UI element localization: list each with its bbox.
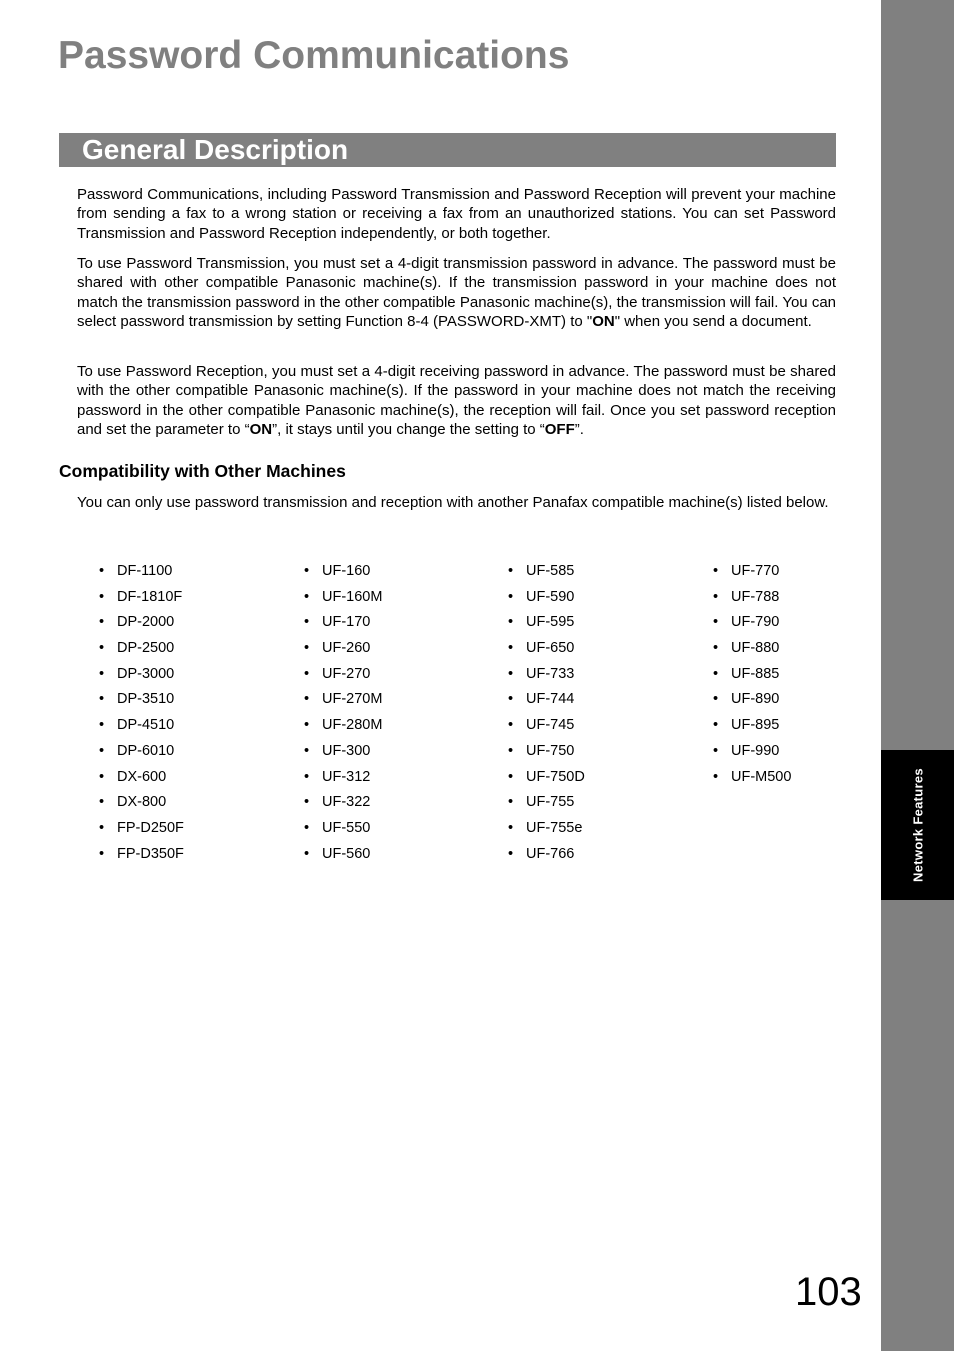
model-name: UF-770 — [731, 563, 780, 579]
bullet: • — [508, 819, 514, 836]
model-list-item — [304, 664, 382, 690]
model-list-item — [713, 612, 791, 638]
model-list-item — [713, 561, 791, 587]
section-header-bar — [59, 133, 836, 167]
model-list-item — [508, 612, 585, 638]
model-name: UF-895 — [731, 717, 780, 734]
model-list-item — [99, 741, 184, 767]
model-name: UF-300 — [322, 742, 371, 759]
model-list-item — [304, 587, 382, 613]
bullet: • — [508, 588, 514, 605]
bullet: • — [99, 691, 105, 708]
bullet: • — [99, 768, 105, 785]
model-list-item — [713, 638, 791, 664]
bullet: • — [713, 691, 719, 708]
model-name: DP-6010 — [117, 742, 175, 759]
bold-on: ON — [249, 421, 273, 439]
model-name: UF-590 — [526, 588, 575, 605]
model-list-item — [304, 792, 382, 818]
bullet: • — [99, 845, 105, 862]
model-name: DF-1100 — [117, 563, 173, 579]
bold-on: ON — [592, 313, 615, 331]
model-list-item — [304, 689, 382, 715]
model-name: UF-733 — [526, 665, 575, 682]
model-list-item — [99, 664, 184, 690]
model-list-item — [713, 715, 791, 741]
page-number: 103 — [795, 1270, 862, 1314]
bullet: • — [304, 717, 310, 734]
bullet: • — [304, 640, 310, 657]
bullet: • — [304, 691, 310, 708]
page-title: Password Communications — [58, 34, 570, 77]
bullet: • — [713, 768, 719, 785]
bullet: • — [99, 742, 105, 759]
bullet: • — [508, 614, 514, 631]
model-list-item — [508, 767, 585, 793]
model-name: UF-755e — [526, 819, 583, 836]
bullet: • — [508, 794, 514, 811]
model-list-item — [713, 689, 791, 715]
bullet: • — [713, 563, 719, 579]
bullet: • — [713, 614, 719, 631]
models-column-1 — [99, 561, 184, 869]
model-list-item — [304, 844, 382, 870]
model-list-item — [508, 844, 585, 870]
bullet: • — [508, 563, 514, 579]
bullet: • — [99, 614, 105, 631]
model-list-item — [99, 612, 184, 638]
bullet: • — [99, 588, 105, 605]
bullet: • — [304, 742, 310, 759]
model-name: UF-788 — [731, 588, 780, 605]
bullet: • — [508, 691, 514, 708]
bullet: • — [304, 563, 310, 579]
bullet: • — [304, 665, 310, 682]
model-name: UF-585 — [526, 563, 575, 579]
model-list-item — [99, 638, 184, 664]
model-name: DP-2500 — [117, 640, 175, 657]
paragraph-overview: Password Communications, including Password Transmission and Password Reception will prevent your machine from sending a fax to a wrong station or receiving a fax from an unauthorized stations. You can set Password Transmission and Password Reception independently, or both together. — [77, 186, 836, 242]
model-name: UF-170 — [322, 614, 371, 631]
model-name: UF-745 — [526, 717, 575, 734]
bullet: • — [99, 665, 105, 682]
model-name: UF-766 — [526, 845, 575, 862]
model-list-item — [304, 638, 382, 664]
model-list-item — [99, 767, 184, 793]
model-list-item — [508, 561, 585, 587]
model-list-item — [713, 664, 791, 690]
model-list-item — [99, 587, 184, 613]
bullet: • — [304, 588, 310, 605]
model-name: DX-600 — [117, 768, 167, 785]
model-name: UF-990 — [731, 742, 780, 759]
paragraph-password-reception — [77, 362, 836, 440]
model-list-item — [99, 792, 184, 818]
model-list-item — [304, 741, 382, 767]
bullet: • — [713, 665, 719, 682]
model-name: UF-560 — [322, 845, 371, 862]
model-name: UF-312 — [322, 768, 371, 785]
bullet: • — [713, 717, 719, 734]
model-list-item — [508, 741, 585, 767]
bullet: • — [713, 742, 719, 759]
model-name: UF-260 — [322, 640, 371, 657]
model-name: DX-800 — [117, 794, 167, 811]
model-name: UF-880 — [731, 640, 780, 657]
model-name: UF-550 — [322, 819, 371, 836]
bullet: • — [508, 742, 514, 759]
bullet: • — [304, 768, 310, 785]
bullet: • — [508, 768, 514, 785]
models-column-3 — [508, 561, 585, 869]
bullet: • — [508, 640, 514, 657]
section-title: General Description — [82, 134, 349, 165]
bullet: • — [304, 794, 310, 811]
model-name: DP-4510 — [117, 717, 175, 734]
model-name: UF-650 — [526, 640, 575, 657]
model-list-item — [304, 612, 382, 638]
bullet: • — [508, 717, 514, 734]
model-name: UF-270 — [322, 665, 371, 682]
model-name: UF-890 — [731, 691, 780, 708]
compatibility-intro: You can only use password transmission and reception with another Panafax compatible machine(s) listed below. — [77, 494, 829, 511]
bullet: • — [304, 845, 310, 862]
chapter-tab[interactable] — [881, 750, 954, 900]
model-name: UF-322 — [322, 794, 371, 811]
paragraph-password-transmission — [77, 254, 836, 332]
model-list-item — [99, 818, 184, 844]
model-name: DP-3000 — [117, 665, 175, 682]
model-list-item — [713, 587, 791, 613]
model-name: UF-M500 — [731, 768, 792, 785]
model-list-item — [713, 741, 791, 767]
model-name: UF-750 — [526, 742, 575, 759]
model-name: UF-595 — [526, 614, 575, 631]
bullet: • — [508, 845, 514, 862]
model-list-item — [508, 587, 585, 613]
model-list-item — [508, 664, 585, 690]
bullet: • — [713, 640, 719, 657]
model-name: DP-3510 — [117, 691, 175, 708]
model-name: FP-D250F — [117, 819, 184, 836]
model-name: FP-D350F — [117, 845, 184, 862]
paragraph-text: To use Password Reception, you must set a 4-digit receiving password in advance. The password must be shared with the other compatible Panasonic machine(s). If the password in your machine does not match the receiving password in the other compatible Panasonic machine(s), the reception will fail. Once you set password reception and set the parameter to “ — [77, 363, 836, 439]
bullet: • — [99, 819, 105, 836]
model-name: UF-160M — [322, 588, 383, 605]
bullet: • — [304, 614, 310, 631]
model-name: UF-270M — [322, 691, 383, 708]
bullet: • — [99, 640, 105, 657]
paragraph-text: To use Password Transmission, you must set a 4-digit transmission password in advance. The password must be shared with other compatible Panasonic machine(s). If the transmission password in your machine does not match the transmission password in the other compatible Panasonic machine(s), the transmission will fail. You can select password transmission by setting Function 8-4 (PASSWORD-XMT) to " — [77, 255, 836, 331]
bullet: • — [99, 563, 105, 579]
side-margin-bar — [881, 0, 954, 1351]
model-name: DP-2000 — [117, 614, 175, 631]
model-name: UF-280M — [322, 717, 383, 734]
model-list-item — [304, 818, 382, 844]
bullet: • — [99, 717, 105, 734]
model-list-item — [508, 715, 585, 741]
model-name: UF-750D — [526, 768, 585, 785]
model-list-item — [508, 792, 585, 818]
model-list-item — [304, 767, 382, 793]
bullet: • — [304, 819, 310, 836]
model-list-item — [99, 689, 184, 715]
model-list-item — [508, 638, 585, 664]
model-name: UF-790 — [731, 614, 780, 631]
model-list-item — [304, 561, 382, 587]
chapter-tab-label: Network Features — [910, 768, 925, 882]
model-name: UF-885 — [731, 665, 780, 682]
model-name: DF-1810F — [117, 588, 183, 605]
paragraph-text: ”. — [574, 421, 584, 439]
bullet: • — [713, 588, 719, 605]
model-list-item — [508, 818, 585, 844]
model-name: UF-744 — [526, 691, 575, 708]
model-name: UF-160 — [322, 563, 371, 579]
model-list-item — [304, 715, 382, 741]
bullet: • — [508, 665, 514, 682]
model-list-item — [508, 689, 585, 715]
model-list-item — [713, 767, 791, 793]
paragraph-text: " when you send a document. — [614, 313, 812, 331]
models-column-2 — [304, 561, 382, 869]
paragraph-text: ”, it stays until you change the setting to “ — [272, 421, 545, 439]
compatibility-heading: Compatibility with Other Machines — [59, 461, 346, 481]
bullet: • — [99, 794, 105, 811]
model-list-item — [99, 561, 184, 587]
bold-off: OFF — [544, 421, 575, 439]
models-column-4 — [713, 561, 791, 792]
model-name: UF-755 — [526, 794, 575, 811]
model-list-item — [99, 844, 184, 870]
model-list-item — [99, 715, 184, 741]
